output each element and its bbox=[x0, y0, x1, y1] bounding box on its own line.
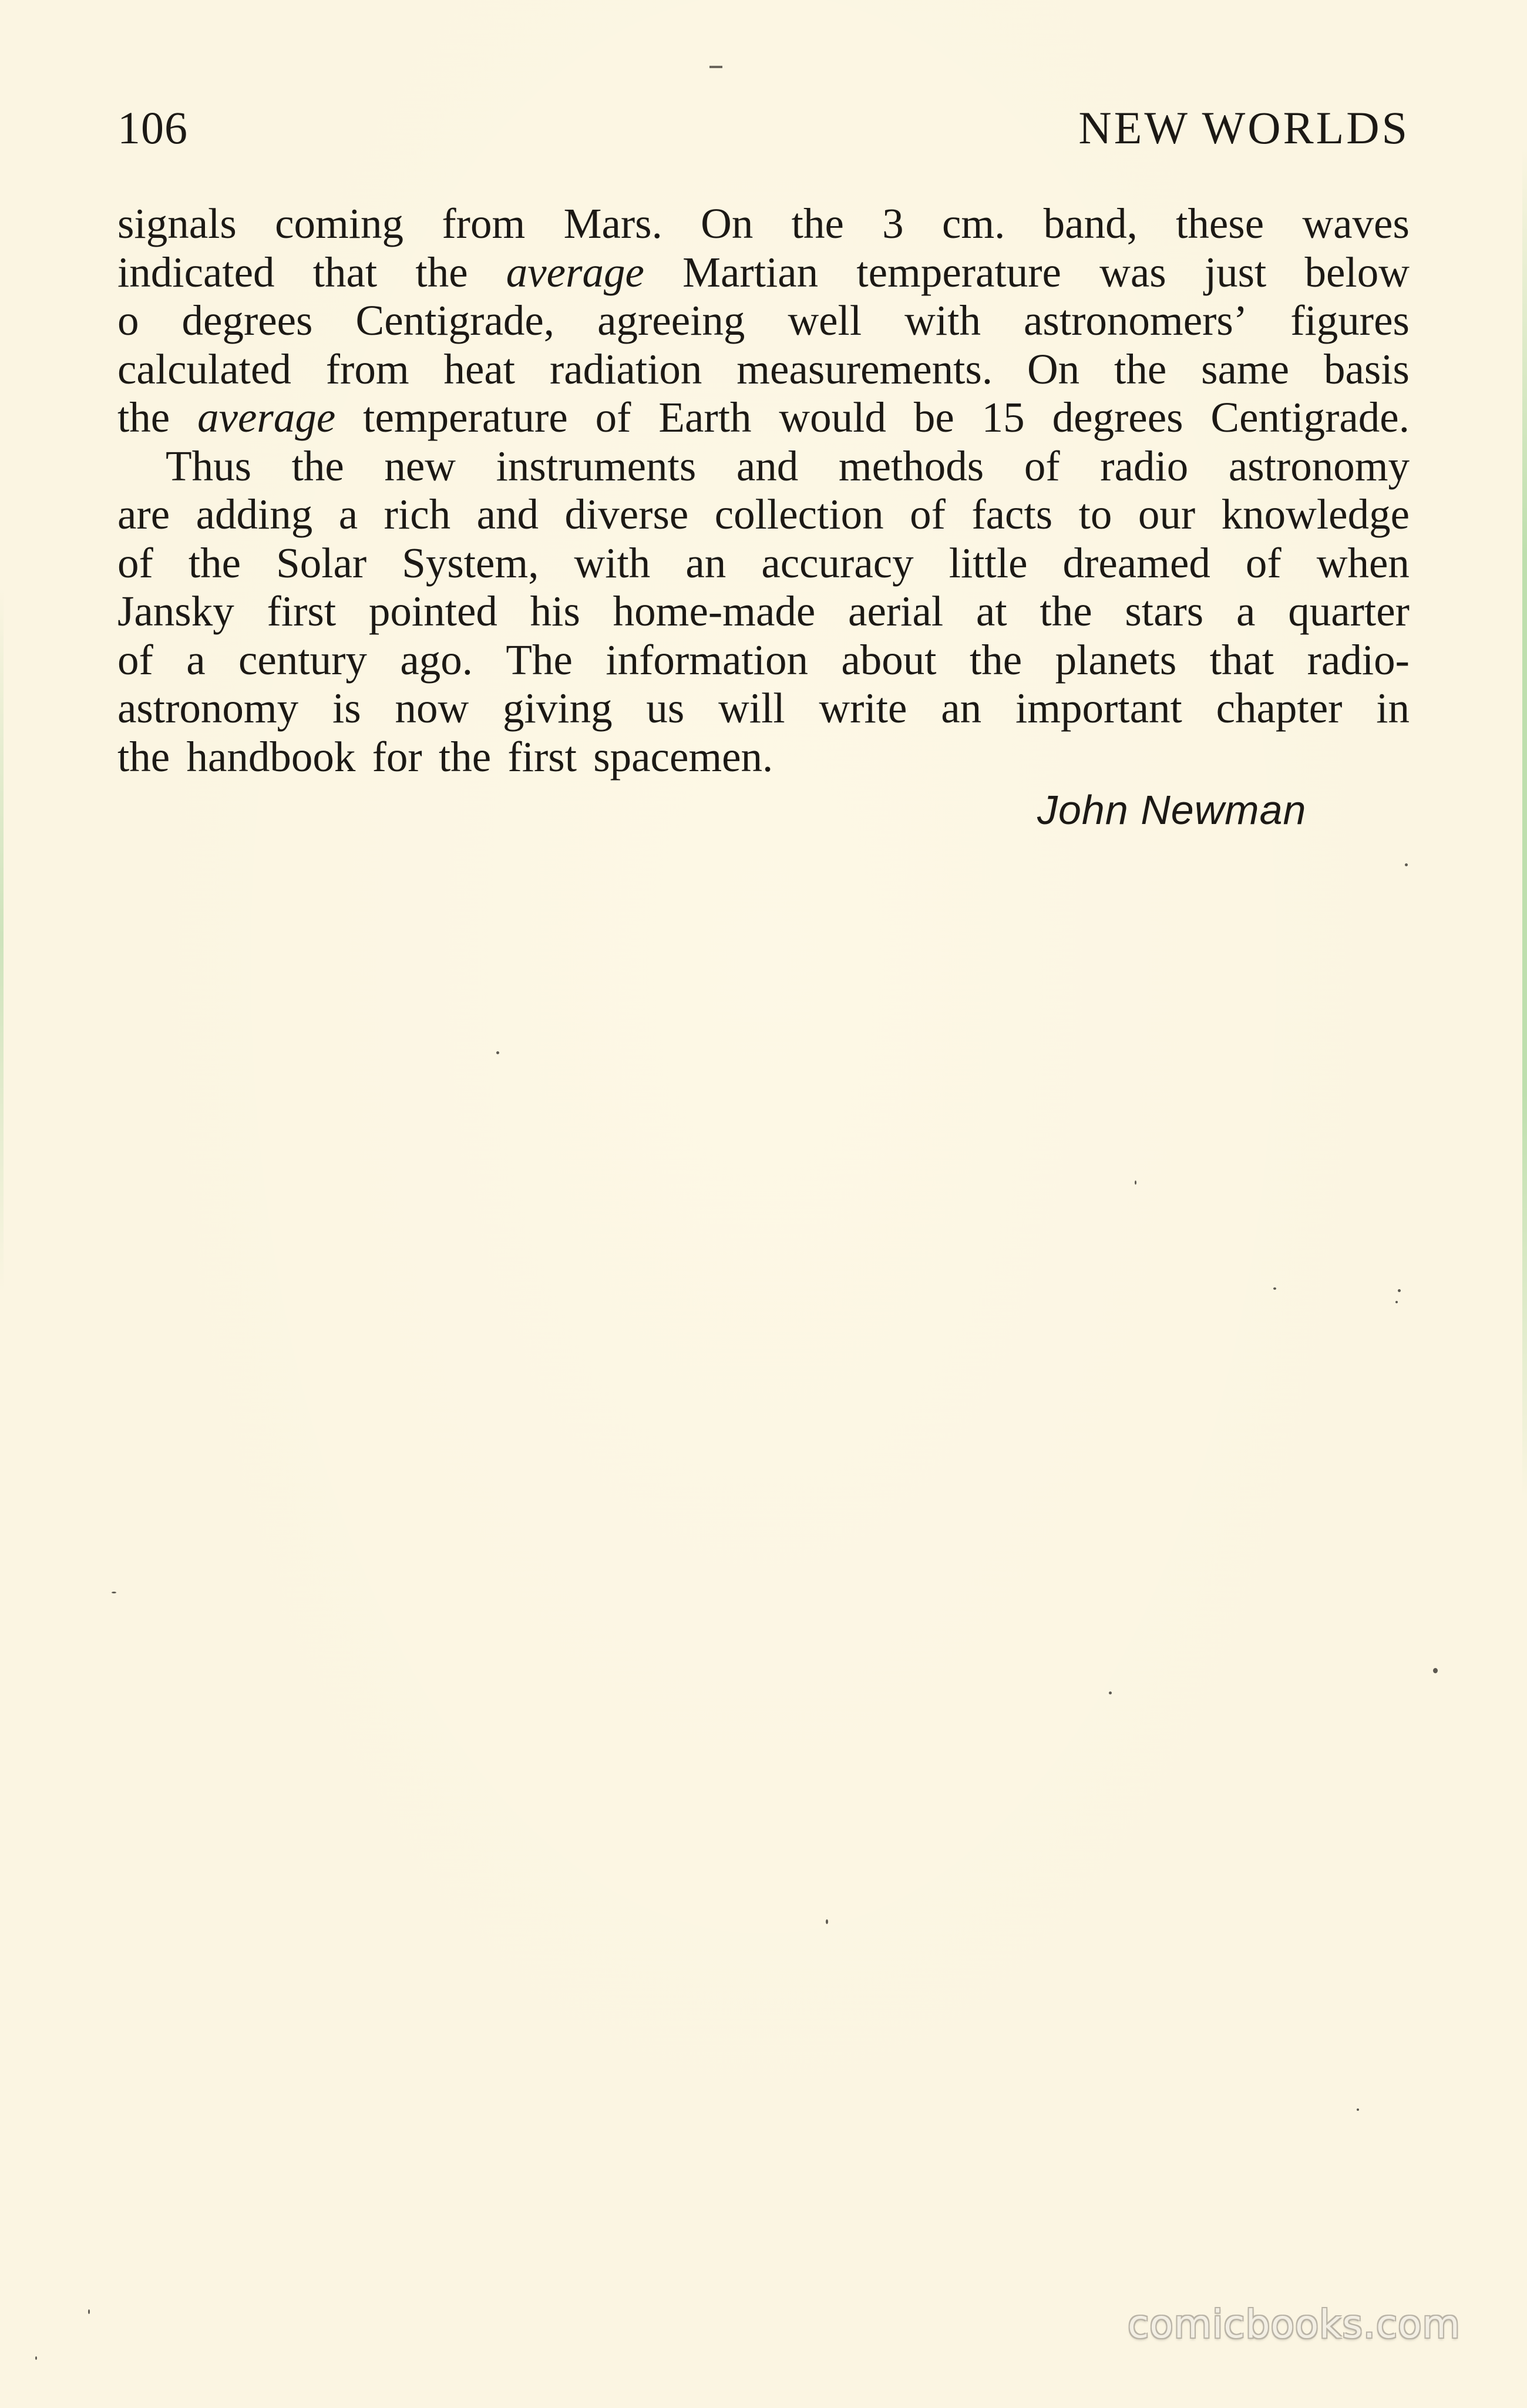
word: planets bbox=[1055, 635, 1177, 684]
word: write bbox=[819, 684, 907, 732]
page-number: 106 bbox=[117, 102, 188, 153]
word: On bbox=[701, 200, 754, 247]
running-head: NEW WORLDS bbox=[1078, 102, 1410, 153]
word: be bbox=[913, 394, 954, 441]
word: below bbox=[1304, 248, 1410, 296]
word: quarter bbox=[1288, 587, 1410, 635]
text-line bbox=[117, 297, 1410, 345]
word: ago. bbox=[400, 635, 473, 684]
word: On bbox=[1027, 345, 1080, 393]
text-line bbox=[117, 442, 1410, 491]
word: astronomers’ bbox=[1024, 297, 1248, 344]
word: the bbox=[1040, 587, 1092, 635]
word: important bbox=[1015, 684, 1182, 732]
word: of bbox=[117, 635, 153, 684]
text-line bbox=[117, 248, 1410, 297]
word: aerial bbox=[848, 587, 944, 635]
paper-speck bbox=[88, 2309, 90, 2314]
word: cm. bbox=[941, 200, 1005, 247]
word: an bbox=[685, 539, 726, 587]
author-signature: John Newman bbox=[1037, 787, 1307, 833]
word: agreeing bbox=[597, 297, 745, 344]
text-line bbox=[117, 200, 1410, 248]
word: stars bbox=[1125, 587, 1204, 635]
word: with bbox=[574, 539, 651, 587]
paper-speck bbox=[826, 1919, 828, 1924]
word: a bbox=[186, 635, 206, 684]
word: the bbox=[117, 394, 170, 441]
word: in bbox=[1376, 684, 1410, 732]
word: radiation bbox=[549, 345, 702, 393]
word: little bbox=[949, 539, 1028, 587]
word: temperature bbox=[363, 394, 568, 441]
word: radio- bbox=[1307, 635, 1410, 684]
word: o bbox=[117, 297, 139, 344]
top-dash-mark bbox=[709, 66, 722, 68]
word: are bbox=[117, 490, 170, 538]
word: figures bbox=[1290, 297, 1410, 344]
word: Mars. bbox=[563, 200, 662, 247]
word: century bbox=[238, 635, 367, 684]
word: our bbox=[1138, 490, 1196, 538]
word: same bbox=[1201, 345, 1290, 393]
word: spacemen. bbox=[593, 732, 773, 781]
word: the bbox=[1114, 345, 1167, 393]
word: just bbox=[1204, 248, 1267, 296]
word: chapter bbox=[1216, 684, 1343, 732]
word: information bbox=[606, 635, 808, 684]
word: average bbox=[506, 248, 644, 296]
word: is bbox=[332, 684, 361, 732]
word: calculated bbox=[117, 345, 291, 393]
page-header bbox=[117, 99, 1410, 157]
watermark: comicbooks.com bbox=[1128, 2302, 1461, 2347]
word: of bbox=[1245, 539, 1282, 587]
word: the bbox=[415, 248, 468, 296]
word: the bbox=[969, 635, 1023, 684]
word: heat bbox=[443, 345, 516, 393]
word: giving bbox=[503, 684, 613, 732]
word: home-made bbox=[613, 587, 816, 635]
word: the bbox=[188, 539, 241, 587]
word: a bbox=[1236, 587, 1256, 635]
word: waves bbox=[1302, 200, 1410, 247]
text-line bbox=[117, 490, 1410, 539]
word: the bbox=[291, 442, 344, 490]
word: about bbox=[841, 635, 937, 684]
word: to bbox=[1078, 490, 1112, 538]
word: first bbox=[267, 587, 337, 635]
word: Martian bbox=[682, 248, 819, 296]
word: adding bbox=[196, 490, 313, 538]
word: Jansky bbox=[117, 587, 234, 635]
word: the bbox=[438, 732, 492, 781]
word: signals bbox=[117, 200, 237, 247]
word: average bbox=[197, 394, 336, 441]
word: new bbox=[384, 442, 456, 490]
word: of bbox=[117, 539, 153, 587]
word: will bbox=[718, 684, 785, 732]
word: the bbox=[117, 732, 170, 781]
paper-speck bbox=[1357, 2108, 1359, 2111]
word: Solar bbox=[276, 539, 367, 587]
word: astronomy bbox=[117, 684, 299, 732]
word: 15 bbox=[981, 394, 1025, 441]
word: when bbox=[1316, 539, 1410, 587]
word: pointed bbox=[368, 587, 497, 635]
text-line bbox=[117, 539, 1410, 588]
word: first bbox=[507, 732, 577, 781]
word: well bbox=[788, 297, 862, 344]
word: at bbox=[976, 587, 1007, 635]
paper-speck bbox=[112, 1592, 116, 1593]
text-line bbox=[117, 587, 1410, 636]
word: astronomy bbox=[1228, 442, 1410, 490]
word: Thus bbox=[166, 442, 251, 490]
word: with bbox=[904, 297, 981, 344]
word: basis bbox=[1323, 345, 1410, 393]
word: the bbox=[791, 200, 844, 247]
word: his bbox=[530, 587, 580, 635]
page-edge-tint-right bbox=[1522, 147, 1527, 1498]
paper-speck bbox=[1135, 1181, 1136, 1185]
word: and bbox=[476, 490, 539, 538]
word: rich bbox=[384, 490, 451, 538]
text-line bbox=[117, 636, 1410, 685]
paper-speck bbox=[1395, 1301, 1398, 1303]
paper-speck bbox=[1109, 1691, 1112, 1694]
paper-speck bbox=[496, 1051, 499, 1054]
text-line bbox=[117, 394, 1410, 442]
word: an bbox=[941, 684, 982, 732]
article-body bbox=[117, 200, 1410, 781]
word: for bbox=[372, 732, 422, 781]
word: that bbox=[1209, 635, 1274, 684]
word: of bbox=[910, 490, 946, 538]
paper-speck bbox=[1398, 1289, 1401, 1292]
word: degrees bbox=[1052, 394, 1183, 441]
word: from bbox=[442, 200, 526, 247]
paper-speck bbox=[1433, 1668, 1438, 1673]
word: facts bbox=[971, 490, 1053, 538]
paper-speck bbox=[1405, 863, 1408, 866]
word: temperature bbox=[856, 248, 1061, 296]
word: Earth bbox=[658, 394, 752, 441]
word: from bbox=[325, 345, 409, 393]
paper-speck bbox=[35, 2356, 37, 2360]
word: of bbox=[1024, 442, 1060, 490]
word: band, bbox=[1043, 200, 1138, 247]
word: of bbox=[595, 394, 631, 441]
paper-speck bbox=[1273, 1287, 1276, 1290]
word: dreamed bbox=[1062, 539, 1210, 587]
word: collection bbox=[714, 490, 884, 538]
word: would bbox=[779, 394, 886, 441]
word: methods bbox=[838, 442, 984, 490]
word: instruments bbox=[496, 442, 697, 490]
word: these bbox=[1176, 200, 1264, 247]
word: a bbox=[338, 490, 358, 538]
word: now bbox=[395, 684, 469, 732]
word: degrees bbox=[181, 297, 313, 344]
word: diverse bbox=[564, 490, 689, 538]
word: System, bbox=[402, 539, 539, 587]
word: indicated bbox=[117, 248, 275, 296]
word: was bbox=[1099, 248, 1166, 296]
text-line bbox=[117, 345, 1410, 394]
word: accuracy bbox=[761, 539, 914, 587]
page-edge-tint-left bbox=[0, 587, 4, 1292]
text-line bbox=[117, 684, 1410, 733]
word: Centigrade, bbox=[355, 297, 555, 344]
word: measurements. bbox=[736, 345, 993, 393]
word: that bbox=[312, 248, 378, 296]
word: 3 bbox=[882, 200, 904, 247]
word: radio bbox=[1100, 442, 1189, 490]
word: coming bbox=[275, 200, 404, 247]
word: Centigrade. bbox=[1210, 394, 1410, 441]
word: us bbox=[646, 684, 685, 732]
text-line bbox=[117, 733, 1410, 782]
word: The bbox=[506, 635, 573, 684]
word: handbook bbox=[186, 732, 356, 781]
word: and bbox=[736, 442, 799, 490]
word: knowledge bbox=[1221, 490, 1410, 538]
